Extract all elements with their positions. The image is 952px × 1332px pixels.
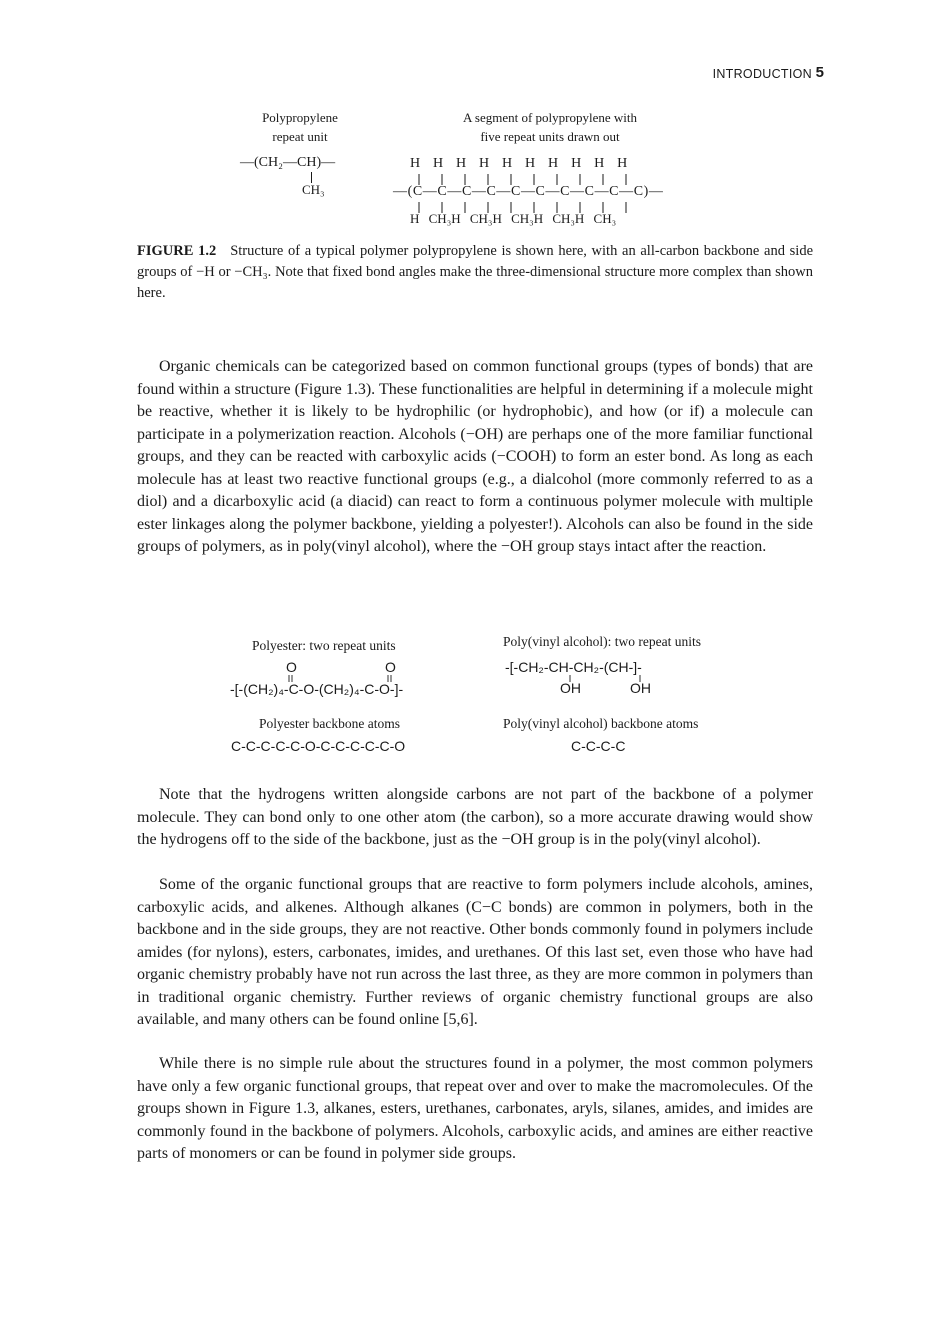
figure-caption-text: Structure of a typical polymer polypropylene is shown here, with an all-carbon backbone and side groups of −H or −CH₃. Note that fixed bond angles make the three-dimensional structure more complex than shown here. bbox=[137, 243, 813, 301]
segment-caption-line1: A segment of polypropylene with bbox=[462, 110, 638, 125]
segment-bottom-row: H CH₃H CH₃H CH₃H CH₃H CH₃ bbox=[410, 211, 617, 226]
polyester-backbone: C-C-C-C-C-O-C-C-C-C-C-O bbox=[231, 738, 406, 754]
pva-backbone: C-C-C-C bbox=[571, 738, 626, 754]
polyester-formula: -[-(CH₂)₄-C-O-(CH₂)₄-C-O-]- bbox=[230, 681, 404, 697]
body-paragraph-2: Note that the hydrogens written alongside carbons are not part of the backbone of a polymer molecule. They can bond only to one other atom (the carbon), so a more accurate drawing would show the hydrogens off to the side of the backbone, just as the −OH group is in the poly(vinyl alcohol). bbox=[137, 786, 813, 848]
body-paragraph-1: Organic chemicals can be categorized based on common functional groups (types of bonds) that are found within a structure (Figure 1.3). These functionalities are helpful in determining if a molecule might be reactive, whether it is likely to be hydrophilic (or hydrophobic), and how (or if) a molecule can participate in a polymerization reaction. Alcohols (−OH) are perhaps one of the more familiar functional groups, and they can be reacted with carboxylic acids (−COOH) to form an ester bond. As long as each molecule has at least two reactive functional groups (e.g., a dialcohol (more commonly referred to as a diol) and a dicarboxylic acid (a diacid) can react to form a continuous polymer molecule with multiple ester linkages along the polymer backbone, yielding a polyester!). Alcohols can also be found in the side groups of polymers, as in poly(vinyl alcohol), where the −OH group stays intact after the reaction. bbox=[137, 358, 813, 555]
repeat-unit-side-group: CH₃ bbox=[302, 182, 325, 197]
polyester-label: Polyester: two repeat units bbox=[252, 638, 396, 653]
segment-top-row: H H H H H H H H H H bbox=[410, 156, 628, 171]
figure-caption bbox=[137, 241, 813, 304]
segment-caption bbox=[420, 108, 680, 146]
repeat-unit-caption bbox=[230, 108, 370, 146]
repeat-unit-formula: —(CH₂—CH)— bbox=[240, 155, 336, 170]
segment-backbone: —(C—C—C—C—C—C—C—C—C—C)— bbox=[393, 184, 664, 199]
pva-label: Poly(vinyl alcohol): two repeat units bbox=[503, 634, 701, 649]
pva-oh-1: OH bbox=[560, 680, 581, 696]
repeat-unit-caption-line1: Polypropylene bbox=[262, 110, 338, 125]
segment-caption-line2: five repeat units drawn out bbox=[480, 129, 620, 144]
body-paragraph-3: Some of the organic functional groups that are reactive to form polymers include alcohols, amines, carboxylic acids, and alkenes. Although alkanes (C−C bonds) are common in polymers, both in the backbone and in the side groups, they are not reactive. Other bonds commonly found in polymers include amides (for nylons), esters, carbonates, imides, and urethanes. Of this last set, even those who have had organic chemistry probably have not run across the last three, as they are more common in polymers than in traditional organic chemistry. Further reviews of organic chemistry functional groups are also available, and many others can be found online [5,6]. bbox=[137, 876, 813, 1028]
page-number: 5 bbox=[815, 64, 824, 81]
repeat-unit-caption-line2: repeat unit bbox=[272, 129, 328, 144]
body-paragraph-4: While there is no simple rule about the structures found in a polymer, the most common polymers have only a few organic functional groups, that repeat over and over to make the macromolecules. Of the groups shown in Figure 1.3, alkanes, esters, urethanes, carbonates, aryls, silanes, amides, and imides are commonly found in the backbone of polymers. Alcohols, carboxylic acids, and amines are either reactive parts of monomers or can be found in polymer side groups. bbox=[137, 1055, 813, 1162]
polyester-carbonyl-o1: O bbox=[286, 659, 297, 675]
pva-backbone-label: Poly(vinyl alcohol) backbone atoms bbox=[503, 716, 699, 731]
pva-formula: -[-CH₂-CH-CH₂-(CH-]- bbox=[505, 659, 642, 675]
running-head: INTRODUCTION bbox=[712, 67, 812, 81]
polyester-carbonyl-o2: O bbox=[385, 659, 396, 675]
figure-caption-label: FIGURE 1.2 bbox=[137, 243, 217, 259]
polyester-backbone-label: Polyester backbone atoms bbox=[259, 716, 400, 731]
pva-oh-2: OH bbox=[630, 680, 651, 696]
